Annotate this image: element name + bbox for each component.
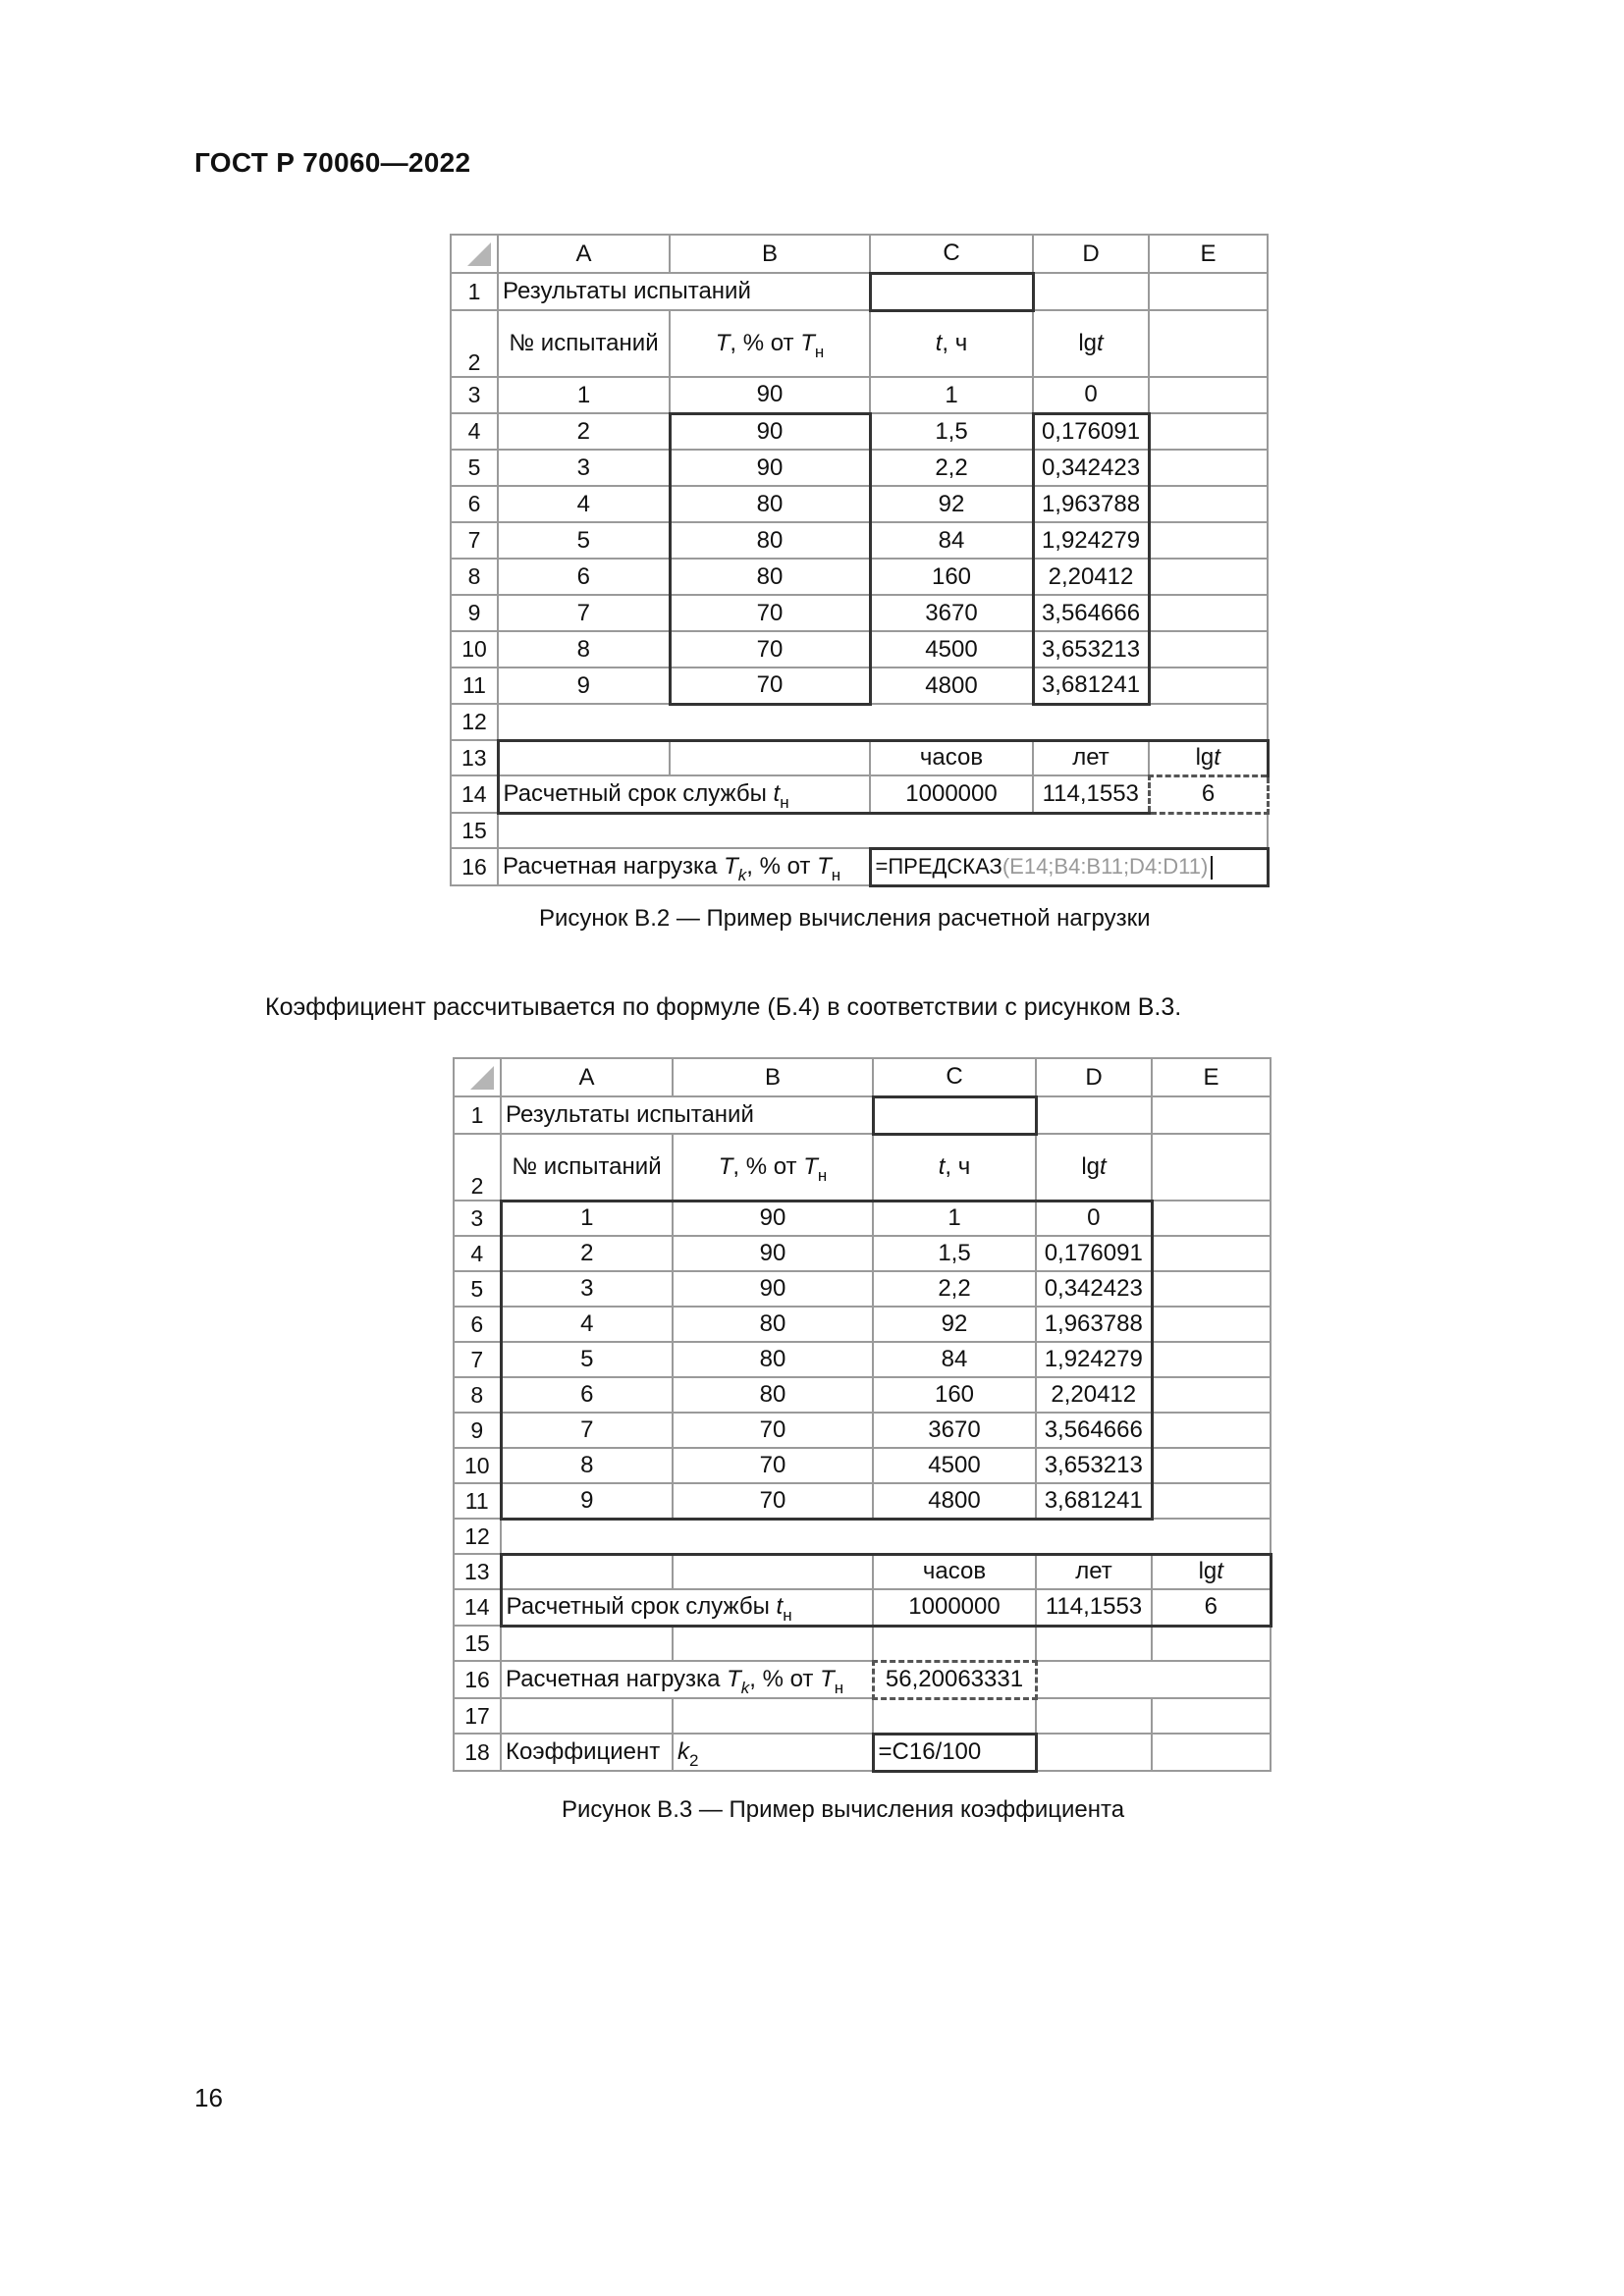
- cell[interactable]: [1036, 1698, 1152, 1734]
- header-cell-log-time[interactable]: lgt: [1033, 310, 1149, 377]
- cell[interactable]: [1152, 1271, 1271, 1307]
- data-cell[interactable]: 90: [670, 450, 870, 486]
- row-header[interactable]: 11: [454, 1483, 501, 1519]
- row-header[interactable]: 13: [451, 740, 498, 775]
- column-header-d[interactable]: D: [1036, 1058, 1152, 1096]
- header-cell-test-number[interactable]: № испытаний: [501, 1134, 673, 1201]
- cell[interactable]: [1152, 1307, 1271, 1342]
- data-cell[interactable]: 90: [670, 413, 870, 450]
- data-cell[interactable]: 1,924279: [1036, 1342, 1152, 1377]
- data-cell[interactable]: 160: [870, 559, 1033, 595]
- row-header[interactable]: 4: [454, 1236, 501, 1271]
- service-life-label[interactable]: Расчетный срок службы $t_н$: [501, 1589, 873, 1626]
- cell[interactable]: [1036, 1626, 1152, 1661]
- row-header[interactable]: 2: [451, 310, 498, 377]
- cell[interactable]: [1149, 667, 1268, 704]
- data-cell[interactable]: 80: [670, 559, 870, 595]
- column-header-a[interactable]: A: [498, 235, 670, 273]
- unit-cell-log[interactable]: lgt: [1149, 740, 1268, 775]
- cell[interactable]: [1149, 486, 1268, 522]
- data-cell[interactable]: 80: [673, 1307, 873, 1342]
- service-life-hours[interactable]: 1000000: [873, 1589, 1036, 1626]
- data-cell[interactable]: 80: [670, 486, 870, 522]
- cell[interactable]: [1152, 1413, 1271, 1448]
- service-life-years[interactable]: 114,1553: [1033, 775, 1149, 813]
- data-cell[interactable]: 90: [673, 1236, 873, 1271]
- data-cell[interactable]: 4: [501, 1307, 673, 1342]
- figure-caption-b2: Рисунок В.2 — Пример вычисления расчетной нагрузки: [539, 905, 1151, 932]
- data-cell[interactable]: 3,681241: [1033, 667, 1149, 704]
- data-cell[interactable]: 0,176091: [1036, 1236, 1152, 1271]
- service-life-hours[interactable]: 1000000: [870, 775, 1033, 813]
- cell[interactable]: [501, 1626, 673, 1661]
- service-life-log[interactable]: 6: [1149, 775, 1268, 813]
- column-header-c[interactable]: C: [873, 1058, 1036, 1096]
- cell[interactable]: [1033, 273, 1149, 310]
- data-cell[interactable]: 1: [498, 377, 670, 413]
- header-cell-time[interactable]: t, ч: [870, 310, 1033, 377]
- row-header[interactable]: 12: [451, 704, 498, 740]
- row-header[interactable]: 2: [454, 1134, 501, 1201]
- table-title-cell[interactable]: Результаты испытаний: [498, 273, 870, 310]
- cell[interactable]: [1036, 1661, 1271, 1698]
- coefficient-formula-cell[interactable]: =C16/100: [873, 1734, 1036, 1771]
- cell[interactable]: [501, 1519, 1271, 1554]
- data-cell[interactable]: 90: [670, 377, 870, 413]
- row-header[interactable]: 5: [454, 1271, 501, 1307]
- cell[interactable]: [1152, 1096, 1271, 1134]
- spreadsheet-figure-b2: [450, 234, 1270, 887]
- table-title-cell[interactable]: Результаты испытаний: [501, 1096, 873, 1134]
- formula-edit-cell[interactable]: =ПРЕДСКАЗ(E14;B4:B11;D4:D11): [870, 848, 1268, 885]
- data-cell[interactable]: 90: [673, 1201, 873, 1236]
- row-header[interactable]: 7: [454, 1342, 501, 1377]
- unit-cell-hours[interactable]: часов: [870, 740, 1033, 775]
- cell[interactable]: [1152, 1342, 1271, 1377]
- row-header[interactable]: 8: [451, 559, 498, 595]
- row-header[interactable]: 9: [451, 595, 498, 631]
- coefficient-label[interactable]: Коэффициент: [501, 1734, 673, 1771]
- row-header[interactable]: 14: [454, 1589, 501, 1626]
- unit-cell-log[interactable]: lgt: [1152, 1554, 1271, 1589]
- data-cell[interactable]: 1: [870, 377, 1033, 413]
- cell[interactable]: [1149, 310, 1268, 377]
- data-cell[interactable]: 2,20412: [1036, 1377, 1152, 1413]
- header-cell-temperature[interactable]: T, % от $T_н$: [670, 310, 870, 377]
- row-header[interactable]: 10: [454, 1448, 501, 1483]
- data-cell[interactable]: 0,176091: [1033, 413, 1149, 450]
- row-header[interactable]: 18: [454, 1734, 501, 1771]
- header-cell-test-number[interactable]: № испытаний: [498, 310, 670, 377]
- row-header[interactable]: 11: [451, 667, 498, 704]
- cell[interactable]: [1152, 1448, 1271, 1483]
- data-cell[interactable]: 70: [670, 595, 870, 631]
- data-cell[interactable]: 84: [873, 1342, 1036, 1377]
- data-cell[interactable]: 3,653213: [1033, 631, 1149, 667]
- service-life-years[interactable]: 114,1553: [1036, 1589, 1152, 1626]
- cell[interactable]: [870, 273, 1033, 310]
- data-cell[interactable]: 70: [670, 667, 870, 704]
- column-header-b[interactable]: B: [673, 1058, 873, 1096]
- column-header-c[interactable]: C: [870, 235, 1033, 273]
- data-cell[interactable]: 70: [670, 631, 870, 667]
- data-cell[interactable]: 0,342423: [1036, 1271, 1152, 1307]
- cell[interactable]: [873, 1096, 1036, 1134]
- design-load-value[interactable]: 56,20063331: [873, 1661, 1036, 1698]
- header-cell-time[interactable]: t, ч: [873, 1134, 1036, 1201]
- data-cell[interactable]: 8: [501, 1448, 673, 1483]
- column-header-d[interactable]: D: [1033, 235, 1149, 273]
- data-cell[interactable]: 2,2: [873, 1271, 1036, 1307]
- cell[interactable]: [1152, 1236, 1271, 1271]
- data-cell[interactable]: 80: [673, 1342, 873, 1377]
- data-cell[interactable]: 90: [673, 1271, 873, 1307]
- design-load-label[interactable]: Расчетная нагрузка $T_k$, % от $T_н$: [498, 848, 870, 885]
- column-header-e[interactable]: E: [1149, 235, 1268, 273]
- data-cell[interactable]: 9: [498, 667, 670, 704]
- cell[interactable]: [670, 740, 870, 775]
- cell[interactable]: [501, 1698, 673, 1734]
- data-cell[interactable]: 3670: [870, 595, 1033, 631]
- cell[interactable]: [1149, 450, 1268, 486]
- data-cell[interactable]: 70: [673, 1483, 873, 1519]
- data-cell[interactable]: 84: [870, 522, 1033, 559]
- data-cell[interactable]: 1,5: [870, 413, 1033, 450]
- data-cell[interactable]: 1,963788: [1036, 1307, 1152, 1342]
- document-header: ГОСТ Р 70060—2022: [194, 147, 471, 178]
- data-cell[interactable]: 2: [501, 1236, 673, 1271]
- row-header[interactable]: 16: [451, 848, 498, 885]
- row-header[interactable]: 6: [451, 486, 498, 522]
- data-cell[interactable]: 7: [498, 595, 670, 631]
- data-cell[interactable]: 2: [498, 413, 670, 450]
- cell[interactable]: [673, 1698, 873, 1734]
- data-cell[interactable]: 7: [501, 1413, 673, 1448]
- cell[interactable]: [1036, 1734, 1152, 1771]
- select-all-corner[interactable]: [454, 1058, 501, 1096]
- cell[interactable]: [498, 704, 1268, 740]
- unit-cell-years[interactable]: лет: [1036, 1554, 1152, 1589]
- column-header-e[interactable]: E: [1152, 1058, 1271, 1096]
- cell[interactable]: [1152, 1134, 1271, 1201]
- data-cell[interactable]: 3670: [873, 1413, 1036, 1448]
- row-header[interactable]: 1: [454, 1096, 501, 1134]
- cell[interactable]: [1152, 1377, 1271, 1413]
- data-cell[interactable]: 1,5: [873, 1236, 1036, 1271]
- row-header[interactable]: 5: [451, 450, 498, 486]
- cell[interactable]: [1149, 413, 1268, 450]
- cell[interactable]: [1149, 631, 1268, 667]
- row-header[interactable]: 6: [454, 1307, 501, 1342]
- header-cell-log-time[interactable]: lgt: [1036, 1134, 1152, 1201]
- cell[interactable]: [673, 1554, 873, 1589]
- data-cell[interactable]: 3,653213: [1036, 1448, 1152, 1483]
- data-cell[interactable]: 3: [501, 1271, 673, 1307]
- data-cell[interactable]: 4500: [870, 631, 1033, 667]
- data-cell[interactable]: 1: [501, 1201, 673, 1236]
- cell[interactable]: [1149, 559, 1268, 595]
- data-cell[interactable]: 3: [498, 450, 670, 486]
- cell[interactable]: [498, 740, 670, 775]
- data-cell[interactable]: 80: [670, 522, 870, 559]
- cell[interactable]: [1152, 1698, 1271, 1734]
- cell[interactable]: [1036, 1096, 1152, 1134]
- cell[interactable]: [1152, 1201, 1271, 1236]
- row-header[interactable]: 13: [454, 1554, 501, 1589]
- column-header-a[interactable]: A: [501, 1058, 673, 1096]
- coefficient-symbol[interactable]: $k_2$: [673, 1734, 873, 1771]
- data-cell[interactable]: 1: [873, 1201, 1036, 1236]
- data-cell[interactable]: 70: [673, 1448, 873, 1483]
- row-header[interactable]: 9: [454, 1413, 501, 1448]
- row-header[interactable]: 15: [454, 1626, 501, 1661]
- column-header-b[interactable]: B: [670, 235, 870, 273]
- data-cell[interactable]: 4: [498, 486, 670, 522]
- row-header[interactable]: 1: [451, 273, 498, 310]
- data-cell[interactable]: 2,20412: [1033, 559, 1149, 595]
- row-header[interactable]: 3: [454, 1201, 501, 1236]
- cell[interactable]: [873, 1698, 1036, 1734]
- service-life-label[interactable]: Расчетный срок службы $t_н$: [498, 775, 870, 813]
- data-cell[interactable]: 6: [498, 559, 670, 595]
- data-cell[interactable]: 70: [673, 1413, 873, 1448]
- cell[interactable]: [873, 1626, 1036, 1661]
- data-cell[interactable]: 92: [870, 486, 1033, 522]
- row-header[interactable]: 3: [451, 377, 498, 413]
- row-header[interactable]: 7: [451, 522, 498, 559]
- cell[interactable]: [501, 1554, 673, 1589]
- cell[interactable]: [673, 1626, 873, 1661]
- data-cell[interactable]: 4500: [873, 1448, 1036, 1483]
- data-cell[interactable]: 1,924279: [1033, 522, 1149, 559]
- cell[interactable]: [498, 813, 1268, 848]
- row-header[interactable]: 15: [451, 813, 498, 848]
- design-load-label[interactable]: Расчетная нагрузка $T_k$, % от $T_н$: [501, 1661, 873, 1698]
- data-cell[interactable]: 0,342423: [1033, 450, 1149, 486]
- data-cell[interactable]: 4800: [873, 1483, 1036, 1519]
- data-cell[interactable]: 8: [498, 631, 670, 667]
- cell[interactable]: [1152, 1734, 1271, 1771]
- figure-caption-b3: Рисунок В.3 — Пример вычисления коэффициента: [562, 1796, 1125, 1823]
- data-cell[interactable]: 3,564666: [1033, 595, 1149, 631]
- header-cell-temperature[interactable]: T, % от $T_н$: [673, 1134, 873, 1201]
- row-header[interactable]: 12: [454, 1519, 501, 1554]
- service-life-log[interactable]: 6: [1152, 1589, 1271, 1626]
- select-all-corner[interactable]: [451, 235, 498, 273]
- unit-cell-years[interactable]: лет: [1033, 740, 1149, 775]
- cell[interactable]: [1149, 377, 1268, 413]
- row-header[interactable]: 10: [451, 631, 498, 667]
- row-header[interactable]: 17: [454, 1698, 501, 1734]
- cell[interactable]: [1152, 1626, 1271, 1661]
- row-header[interactable]: 4: [451, 413, 498, 450]
- data-cell[interactable]: 4800: [870, 667, 1033, 704]
- data-cell[interactable]: 80: [673, 1377, 873, 1413]
- data-cell[interactable]: 6: [501, 1377, 673, 1413]
- row-header[interactable]: 14: [451, 775, 498, 813]
- data-cell[interactable]: 5: [498, 522, 670, 559]
- cell[interactable]: [1149, 595, 1268, 631]
- data-cell[interactable]: 160: [873, 1377, 1036, 1413]
- row-header[interactable]: 16: [454, 1661, 501, 1698]
- data-cell[interactable]: 92: [873, 1307, 1036, 1342]
- row-header[interactable]: 8: [454, 1377, 501, 1413]
- data-cell[interactable]: 2,2: [870, 450, 1033, 486]
- cell[interactable]: [1149, 522, 1268, 559]
- data-cell[interactable]: 0: [1036, 1201, 1152, 1236]
- page-number: 16: [194, 2083, 223, 2112]
- data-cell[interactable]: 0: [1033, 377, 1149, 413]
- cell[interactable]: [1149, 273, 1268, 310]
- unit-cell-hours[interactable]: часов: [873, 1554, 1036, 1589]
- data-cell[interactable]: 9: [501, 1483, 673, 1519]
- data-cell[interactable]: 3,564666: [1036, 1413, 1152, 1448]
- spreadsheet-figure-b3: [453, 1057, 1272, 1773]
- data-cell[interactable]: 3,681241: [1036, 1483, 1152, 1519]
- data-cell[interactable]: 5: [501, 1342, 673, 1377]
- cell[interactable]: [1152, 1483, 1271, 1519]
- data-cell[interactable]: 1,963788: [1033, 486, 1149, 522]
- text-cursor: [1211, 856, 1213, 880]
- body-paragraph: Коэффициент рассчитывается по формуле (Б.4) в соответствии с рисунком В.3.: [265, 993, 1182, 1021]
